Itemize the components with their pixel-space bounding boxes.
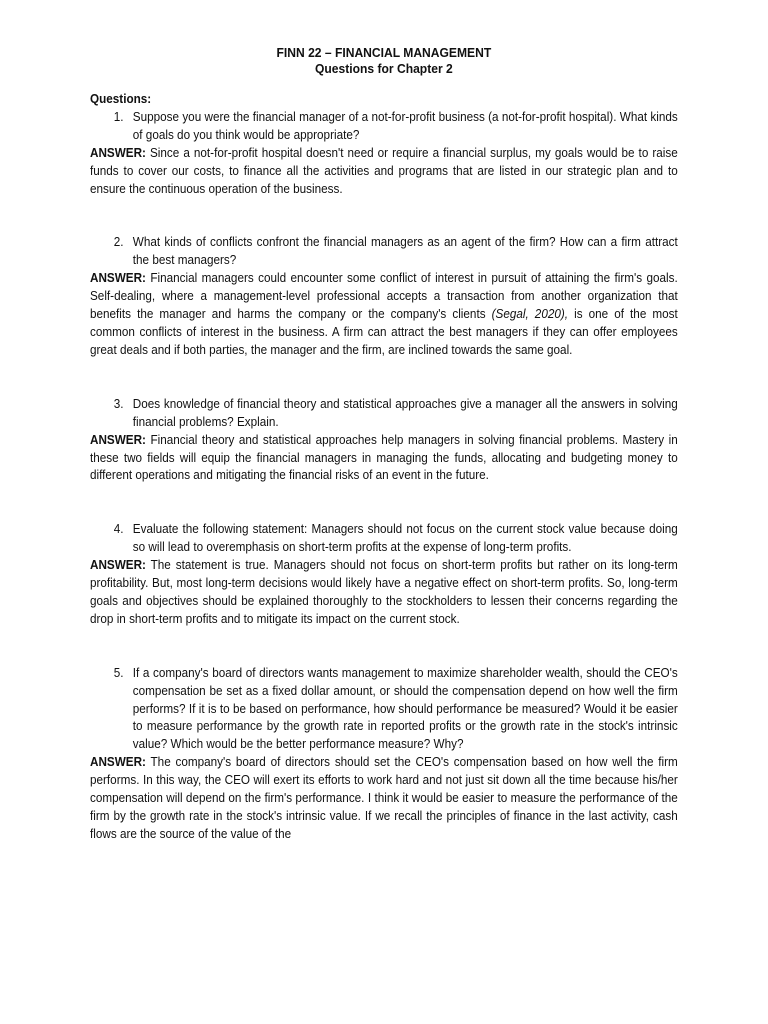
question-number: 5. [113,665,124,680]
spacer [90,360,678,396]
answer-2 [90,270,678,360]
question-number: 3. [113,396,124,411]
spacer [90,198,678,234]
document-content [90,45,678,844]
answer-text: The company's board of directors should set the CEO's compensation based on how well the firm performs. In this way, the CEO will exert its efforts to work hard and not just sit down all the time because his/her compensation will depend on the firm's performance. I think it would be easier to measure the performance of the firm by the growth rate in the stock's intrinsic value. If we recall the principles of finance in the last activity, cash flows are the source of the value of the [90,755,678,841]
answer-text: Financial managers could encounter some conflict of interest in pursuit of attaining the firm's goals. Self-dealing, where a management-level professional accepts a transaction from another organization that benefits the manager and harms the company or the company's clients [90,271,678,322]
answer-5 [90,754,678,844]
question-text: Suppose you were the financial manager of a not-for-profit business (a not-for-profit hospital). What kinds of goals do you think would be appropriate? [132,109,678,142]
question-number: 2. [113,235,124,250]
document-subtitle: Questions for Chapter 2 [315,61,453,76]
question-text: Evaluate the following statement: Managers should not focus on the current stock value because doing so will lead to overemphasis on short-term profits at the expense of long-term profits. [132,522,678,555]
answer-text: Since a not-for-profit hospital doesn't need or require a financial surplus, my goals would be to raise funds to cover our costs, to finance all the activities and programs that are listed in our strategic plan and to ensure the continuous operation of the business. [90,145,678,196]
question-text: What kinds of conflicts confront the financial managers as an agent of the firm? How can a firm attract the best managers? [132,235,678,268]
question-text: Does knowledge of financial theory and statistical approaches give a manager all the answers in solving financial problems? Explain. [132,396,678,429]
answer-label: ANSWER: [90,558,146,573]
answer-label: ANSWER: [90,271,146,286]
qa-item-4 [90,521,678,628]
answer-label: ANSWER: [90,432,146,447]
question-4 [90,521,678,557]
answer-text: Financial theory and statistical approaches help managers in solving financial problems. Mastery in these two fields will equip the financial managers in managing the funds, allocating and budgeting money to different operations and mitigating the financial risks of an event in the future. [90,432,678,483]
qa-item-5 [90,665,678,844]
answer-label: ANSWER: [90,145,146,160]
answer-3 [90,432,678,486]
question-text: If a company's board of directors wants management to maximize shareholder wealth, should the CEO's compensation be set as a fixed dollar amount, or should the compensation depend on how well the firm performs? If it is to be based on performance, how should performance be measured? Would it be easier to measure performance by the growth rate in reported profits or the growth rate in the stock's intrinsic value? Which would be the better performance measure? Why? [132,665,678,752]
answer-1 [90,145,678,199]
question-3 [90,396,678,432]
answer-text: The statement is true. Managers should not focus on short-term profits but rather on its long-term profitability. But, most long-term decisions would likely have a negative effect on short-term profits. So, long-term goals and objectives should be explained thoroughly to the stockholders to lessen their concerns regarding the drop in short-term profits and to mitigate its impact on the current stock. [90,558,678,626]
qa-item-2 [90,234,678,359]
question-5 [90,665,678,755]
answer-text-continued: is one of the most common conflicts of interest in the business. A firm can attract the best managers if they can offer employees great deals and if both parties, the manager and the firm, are inclined towards the same goal. [90,307,678,357]
citation: (Segal, 2020), [491,307,569,322]
question-2 [90,234,678,270]
questions-heading: Questions: [90,92,152,106]
question-number: 1. [113,109,124,124]
spacer [90,629,678,665]
document-title: FINN 22 – FINANCIAL MANAGEMENT [276,45,492,60]
qa-item-3 [90,396,678,486]
qa-item-1 [90,109,678,199]
answer-4 [90,557,678,629]
question-number: 4. [113,522,124,537]
spacer [90,485,678,521]
question-1 [90,109,678,145]
answer-label: ANSWER: [90,755,146,770]
